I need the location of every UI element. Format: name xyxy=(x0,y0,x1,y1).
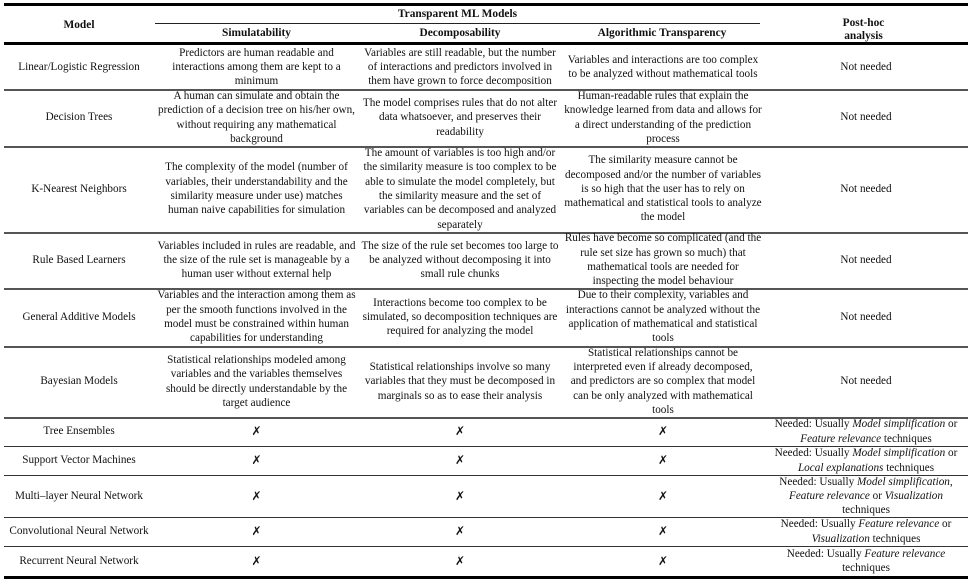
cross-mark-icon: ✗ xyxy=(454,524,466,539)
header-group: Transparent ML Models xyxy=(397,7,518,20)
technique-name: Model simplification xyxy=(852,447,946,460)
algorithmic-transparency-cell xyxy=(562,447,764,474)
posthoc-text-part: Needed: Usually xyxy=(774,447,853,460)
simulatability-cell xyxy=(155,547,358,575)
posthoc-cell xyxy=(764,476,968,516)
cross-mark-icon: ✗ xyxy=(454,424,466,439)
posthoc-text-part: or xyxy=(945,447,958,460)
model-text: Decision Trees xyxy=(45,111,113,124)
model-text: Convolutional Neural Network xyxy=(9,525,149,538)
model-cell xyxy=(4,90,154,145)
posthoc-text-part: techniques xyxy=(881,432,932,445)
simulatability-text: A human can simulate and obtain the prediction of a decision tree on his/her own, without requiring any mathematical background xyxy=(158,89,355,145)
simulatability-cell xyxy=(155,418,358,445)
model-text: Rule Based Learners xyxy=(32,253,126,266)
decomposability-cell xyxy=(358,233,562,287)
posthoc-cell xyxy=(764,46,968,88)
posthoc-text-part: or xyxy=(945,418,958,431)
posthoc-text: Not needed xyxy=(840,111,892,124)
model-text: Support Vector Machines xyxy=(22,454,136,467)
posthoc-text-part: techniques xyxy=(842,504,890,517)
simulatability-cell xyxy=(155,347,358,416)
posthoc-text xyxy=(766,446,966,475)
model-cell xyxy=(4,347,154,416)
decomposability-cell xyxy=(358,476,562,516)
header-simulatability: Simulatability xyxy=(222,27,291,40)
posthoc-cell xyxy=(764,289,968,345)
decomposability-cell xyxy=(358,289,562,345)
simulatability-cell xyxy=(155,147,358,231)
decomposability-text: The model comprises rules that do not alter data whatsoever, and preserves their readability xyxy=(362,97,558,138)
posthoc-text-part: Needed: Usually xyxy=(779,475,857,488)
posthoc-text-part: or xyxy=(939,518,952,531)
posthoc-text-part: Needed: Usually xyxy=(786,547,865,560)
posthoc-text: Not needed xyxy=(840,182,892,195)
decomposability-text: Variables are still readable, but the number of interactions and predictors involved in them have grown to force decomposition xyxy=(364,46,556,88)
simulatability-text: Variables and the interaction among them as per the smooth functions involved in the model must be constrained within human capabilities for understanding xyxy=(157,289,356,345)
posthoc-text-part: or xyxy=(869,489,885,502)
algorithmic-transparency-cell xyxy=(562,518,764,545)
decomposability-text: The size of the rule set becomes too large to be analyzed without decomposing it into small rule chunks xyxy=(361,239,559,281)
simulatability-text: Variables included in rules are readable, and the size of the rule set is manageable by a human user without external help xyxy=(157,239,356,281)
model-text: Linear/Logistic Regression xyxy=(18,60,140,73)
posthoc-text-part: Needed: Usually xyxy=(780,518,859,531)
decomposability-cell xyxy=(358,447,562,474)
cross-mark-icon: ✗ xyxy=(251,424,262,439)
posthoc-text: Not needed xyxy=(840,60,892,73)
technique-name: Feature relevance xyxy=(788,489,870,502)
decomposability-cell xyxy=(358,46,562,88)
model-cell xyxy=(4,447,154,474)
posthoc-text xyxy=(766,475,966,518)
header-posthoc-line2: analysis xyxy=(844,30,883,42)
posthoc-text xyxy=(766,547,966,576)
algorithmic-transparency-cell xyxy=(562,90,764,145)
cross-mark-icon: ✗ xyxy=(251,488,262,503)
algorithmic-transparency-cell xyxy=(562,46,764,88)
decomposability-cell xyxy=(358,518,562,545)
model-cell xyxy=(4,518,154,545)
header-posthoc-line1: Post-hoc xyxy=(842,17,885,29)
algorithmic-transparency-cell xyxy=(562,147,764,231)
posthoc-text: Not needed xyxy=(840,310,892,323)
posthoc-cell xyxy=(764,418,968,445)
model-cell xyxy=(4,233,154,287)
model-cell xyxy=(4,289,154,345)
decomposability-cell xyxy=(358,547,562,575)
group-underline xyxy=(155,23,760,24)
posthoc-text-part: Needed: Usually xyxy=(774,418,853,431)
decomposability-text: Statistical relationships involve so many variables that they must be decomposed in marginals so as to ease their analysis xyxy=(364,361,556,402)
posthoc-text: Not needed xyxy=(840,375,892,388)
posthoc-text: Not needed xyxy=(840,253,892,266)
posthoc-cell xyxy=(764,347,968,416)
decomposability-text: The amount of variables is too high and/or the similarity measure is too complex to be able to simulate the model completely, but the similarity measure and the set of variables can be decomposed and analyzed separately xyxy=(363,147,557,231)
model-text: Bayesian Models xyxy=(40,375,118,388)
posthoc-cell xyxy=(764,518,968,545)
bottom-rule xyxy=(4,576,968,579)
simulatability-text: Predictors are human readable and interactions among them are kept to a minimum xyxy=(172,46,341,88)
model-cell xyxy=(4,547,154,575)
posthoc-cell xyxy=(764,447,968,474)
simulatability-cell xyxy=(155,447,358,474)
decomposability-cell xyxy=(358,347,562,416)
algorithmic-transparency-cell xyxy=(562,289,764,345)
technique-name: Visualization xyxy=(884,489,943,502)
model-text: Recurrent Neural Network xyxy=(19,554,139,567)
technique-name: Feature relevance xyxy=(800,432,882,445)
simulatability-cell xyxy=(155,476,358,516)
simulatability-text: The complexity of the model (number of variables, their understandability and the similarity measure under use) matches human naive capabilities for simulation xyxy=(165,161,348,217)
posthoc-text xyxy=(766,517,966,546)
posthoc-text-part: techniques xyxy=(869,532,921,545)
model-text: Tree Ensembles xyxy=(43,425,115,438)
simulatability-cell xyxy=(155,233,358,287)
model-cell xyxy=(4,418,154,445)
cross-mark-icon: ✗ xyxy=(657,453,669,468)
cross-mark-icon: ✗ xyxy=(251,524,262,539)
algorithmic-transparency-text: Rules have become so complicated (and the rule set size has grown so much) that mathematical tools are needed for inspecting the model behaviour xyxy=(564,232,762,288)
simulatability-cell xyxy=(155,289,358,345)
decomposability-cell xyxy=(358,147,562,231)
simulatability-cell xyxy=(155,46,358,88)
algorithmic-transparency-cell xyxy=(562,547,764,575)
model-cell xyxy=(4,46,154,88)
header-posthoc xyxy=(762,18,965,42)
simulatability-cell xyxy=(155,518,358,545)
algorithmic-transparency-cell xyxy=(562,347,764,416)
technique-name: Feature relevance xyxy=(858,518,940,531)
cross-mark-icon: ✗ xyxy=(657,424,669,439)
cross-mark-icon: ✗ xyxy=(657,488,669,503)
decomposability-text: Interactions become too complex to be simulated, so decomposition techniques are required for analyzing the model xyxy=(362,296,558,338)
algorithmic-transparency-cell xyxy=(562,476,764,516)
algorithmic-transparency-text: Variables and interactions are too complex to be analyzed without mathematical tools xyxy=(567,53,759,80)
header-decomposability: Decomposability xyxy=(419,27,501,40)
posthoc-text-part: , xyxy=(949,475,953,488)
technique-name: Feature relevance xyxy=(864,547,946,560)
model-text: General Additive Models xyxy=(22,310,136,323)
technique-name: Model simplification xyxy=(856,475,950,488)
cross-mark-icon: ✗ xyxy=(251,453,262,468)
decomposability-cell xyxy=(358,90,562,145)
algorithmic-transparency-text: The similarity measure cannot be decomposed and/or the number of variables is so high that the user has to rely on mathematical and statistical tools to analyze the model xyxy=(564,154,762,224)
algorithmic-transparency-cell xyxy=(562,233,764,287)
technique-name: Visualization xyxy=(811,532,870,545)
simulatability-cell xyxy=(155,90,358,145)
model-text: Multi–layer Neural Network xyxy=(15,489,143,502)
technique-name: Model simplification xyxy=(852,418,946,431)
cross-mark-icon: ✗ xyxy=(251,553,262,568)
posthoc-cell xyxy=(764,147,968,231)
decomposability-cell xyxy=(358,418,562,445)
cross-mark-icon: ✗ xyxy=(454,453,466,468)
header-algorithmic-transparency: Algorithmic Transparency xyxy=(597,27,727,40)
simulatability-text: Statistical relationships modeled among variables and the variables themselves should be directly understandable by the target audience xyxy=(165,353,348,409)
algorithmic-transparency-cell xyxy=(562,418,764,445)
posthoc-text-part: techniques xyxy=(883,461,935,474)
posthoc-cell xyxy=(764,233,968,287)
posthoc-text-part: techniques xyxy=(842,562,890,574)
header-model: Model xyxy=(63,18,95,31)
algorithmic-transparency-text: Statistical relationships cannot be interpreted even if already decomposed, and predictors are so complex that model can be only analyzed with mathematical tools xyxy=(570,346,756,416)
algorithmic-transparency-text: Due to their complexity, variables and interactions cannot be analyzed without the application of mathematical and statistical tools xyxy=(565,289,761,345)
technique-name: Local explanations xyxy=(797,461,884,474)
model-cell xyxy=(4,147,154,231)
posthoc-cell xyxy=(764,547,968,575)
cross-mark-icon: ✗ xyxy=(657,553,669,568)
model-text: K-Nearest Neighbors xyxy=(31,182,127,195)
posthoc-cell xyxy=(764,90,968,145)
cross-mark-icon: ✗ xyxy=(454,553,466,568)
posthoc-text xyxy=(766,417,966,446)
cross-mark-icon: ✗ xyxy=(657,524,669,539)
cross-mark-icon: ✗ xyxy=(454,488,466,503)
model-cell xyxy=(4,476,154,516)
algorithmic-transparency-text: Human-readable rules that explain the knowledge learned from data and allows for a direct understanding of the prediction process xyxy=(564,89,762,145)
